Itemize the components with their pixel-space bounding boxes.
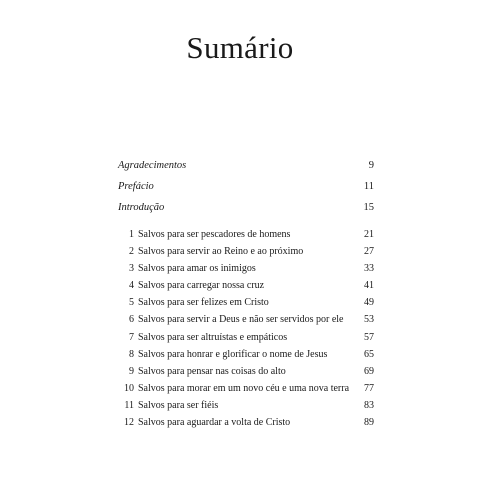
chapter-title: Salvos para ser altruístas e empáticos — [138, 331, 288, 343]
chapter-number: 2 — [129, 246, 134, 258]
chapter-number: 5 — [129, 297, 134, 309]
chapter-title: Salvos para honrar e glorificar o nome de Jesus — [138, 348, 328, 360]
chapter-item — [118, 246, 374, 263]
chapter-number: 8 — [129, 348, 134, 360]
chapter-title: Salvos para ser pescadores de homens — [138, 229, 291, 240]
chapter-item — [118, 417, 374, 434]
chapter-number: 3 — [129, 263, 134, 275]
chapter-title: Salvos para ser fiéis — [138, 399, 219, 411]
chapter-page: 53 — [364, 314, 374, 326]
chapter-title: Salvos para carregar nossa cruz — [138, 280, 265, 292]
chapter-page: 77 — [364, 382, 374, 394]
chapter-number: 10 — [124, 382, 134, 394]
chapter-page: 49 — [364, 297, 374, 309]
front-matter-page: 11 — [363, 181, 374, 192]
front-matter-page: 15 — [363, 202, 374, 213]
chapter-page: 69 — [364, 365, 374, 377]
chapter-number: 4 — [129, 280, 134, 292]
page-title: Sumário — [186, 30, 294, 65]
chapter-title: Salvos para morar em um novo céu e uma nova terra — [138, 382, 350, 394]
chapter-page: 27 — [364, 246, 374, 258]
chapter-number: 11 — [124, 399, 134, 411]
chapter-item — [118, 297, 374, 314]
chapter-item — [118, 332, 374, 349]
chapter-page: 83 — [364, 399, 374, 411]
front-matter-label: Prefácio — [118, 181, 154, 192]
chapter-title: Salvos para servir a Deus e não ser servidos por ele — [138, 314, 344, 326]
chapter-item — [118, 366, 374, 383]
chapter-item — [118, 349, 374, 366]
front-matter-item — [118, 202, 374, 223]
chapter-item — [118, 263, 374, 280]
front-matter-item — [118, 160, 374, 181]
chapter-title: Salvos para servir ao Reino e ao próximo — [138, 246, 304, 258]
chapter-number: 7 — [129, 331, 134, 343]
chapter-page: 21 — [364, 229, 374, 240]
front-matter-label: Agradecimentos — [118, 160, 187, 171]
chapter-number: 6 — [129, 314, 134, 326]
chapter-list — [118, 229, 374, 434]
chapter-item — [118, 314, 374, 331]
chapter-page: 65 — [364, 348, 374, 360]
front-matter-list — [118, 160, 374, 223]
front-matter-page: 9 — [368, 160, 374, 171]
chapter-title: Salvos para ser felizes em Cristo — [138, 297, 269, 309]
chapter-title: Salvos para pensar nas coisas do alto — [138, 365, 286, 377]
chapter-item — [118, 400, 374, 417]
chapter-item — [118, 280, 374, 297]
front-matter-label: Introdução — [118, 202, 165, 213]
chapter-title: Salvos para amar os inimigos — [138, 263, 256, 275]
chapter-item — [118, 383, 374, 400]
chapter-page: 41 — [364, 280, 374, 292]
chapter-number: 12 — [124, 417, 134, 429]
front-matter-item — [118, 181, 374, 202]
chapter-number: 1 — [129, 229, 134, 240]
chapter-title: Salvos para aguardar a volta de Cristo — [138, 417, 291, 429]
chapter-number: 9 — [129, 365, 134, 377]
chapter-page: 89 — [364, 417, 374, 429]
chapter-page: 57 — [364, 331, 374, 343]
chapter-item — [118, 229, 374, 246]
chapter-page: 33 — [364, 263, 374, 275]
